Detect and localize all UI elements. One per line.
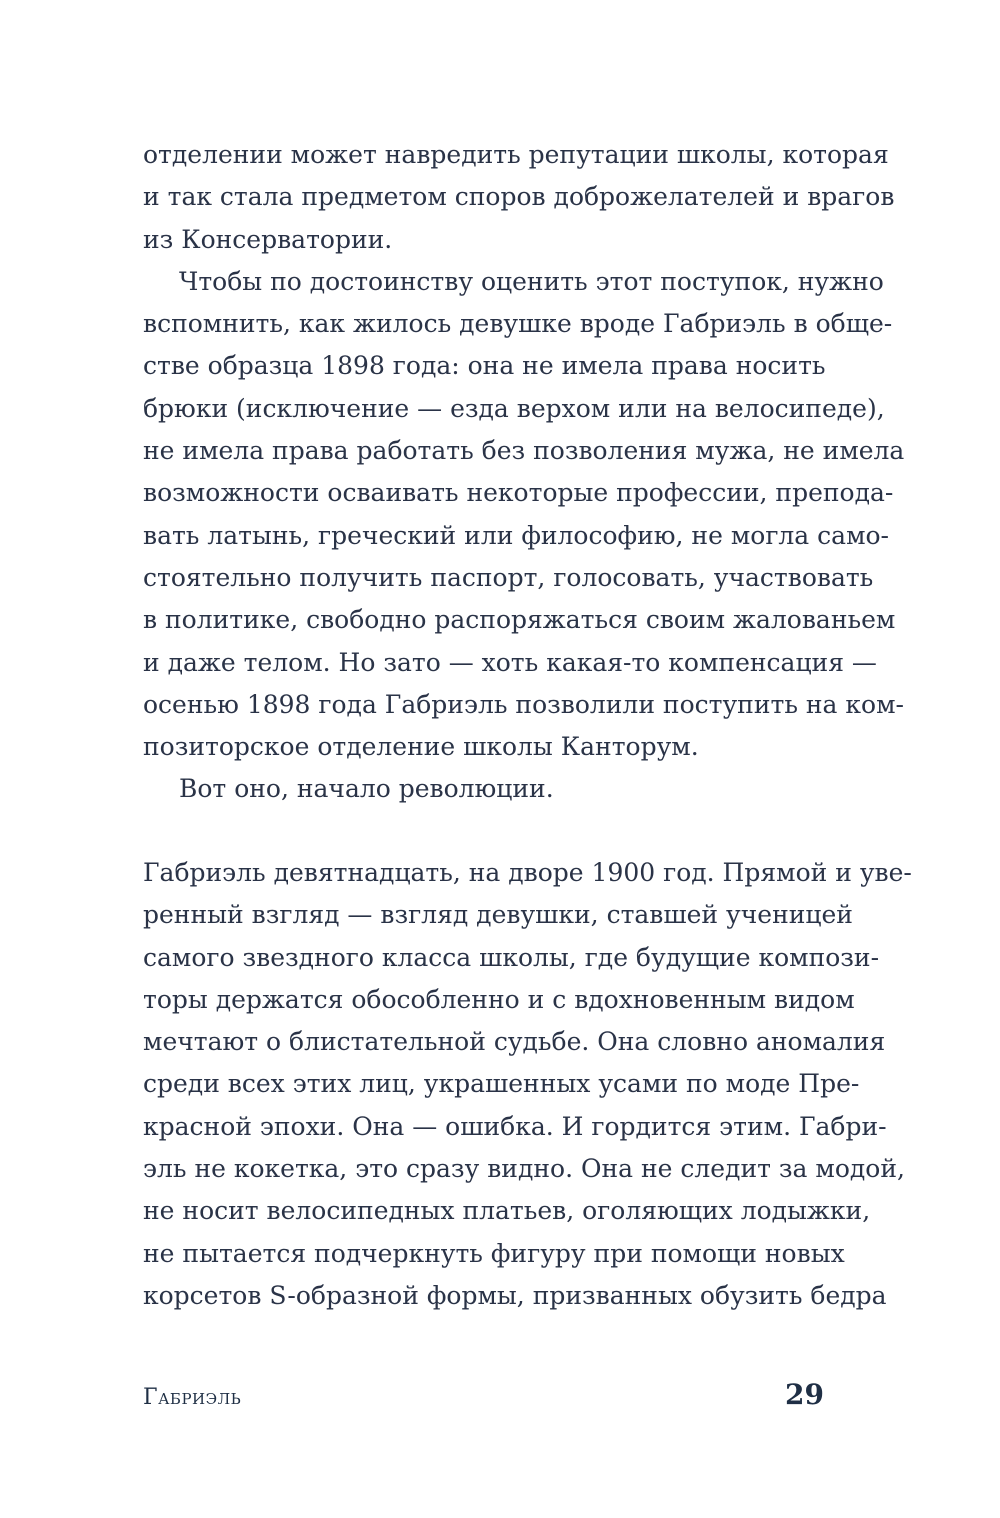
text-line: вать латынь, греческий или философию, не могла само- <box>143 520 890 550</box>
text-line: среди всех этих лиц, украшенных усами по моде Пре- <box>143 1069 860 1099</box>
text-line: корсетов S-образной формы, призванных обузить бедра <box>143 1280 887 1310</box>
text-line: мечтают о блистательной судьбе. Она словно аномалия <box>143 1027 886 1057</box>
text-line: стве образца 1898 года: она не имела права носить <box>143 351 826 381</box>
text-line: Габриэль девятнадцать, на дворе 1900 год. Прямой и уве- <box>143 858 912 887</box>
text-line: позиторское отделение школы Канторум. <box>143 732 699 762</box>
text-line: не пытается подчеркнуть фигуру при помощи новых <box>143 1238 845 1268</box>
text-block-top <box>143 134 905 811</box>
text-line: эль не кокетка, это сразу видно. Она не следит за модой, <box>143 1154 905 1184</box>
page-number: 29 <box>785 1378 824 1411</box>
text-line: Чтобы по достоинству оценить этот поступок, нужно <box>179 266 884 296</box>
text-line: стоятельно получить паспорт, голосовать, участвовать <box>143 562 874 592</box>
text-line: не носит велосипедных платьев, оголяющих лодыжки, <box>143 1196 871 1226</box>
text-line: и так стала предметом споров доброжелателей и врагов <box>143 182 895 212</box>
text-line: в политике, свободно распоряжаться своим жалованьем <box>143 605 896 635</box>
text-line: не имела права работать без позволения мужа, не имела <box>143 436 905 466</box>
text-line: вспомнить, как жилось девушке вроде Габриэль в обще- <box>143 309 893 339</box>
text-line: Вот оно, начало революции. <box>179 774 554 804</box>
text-line: возможности осваивать некоторые профессии, препода- <box>143 478 894 508</box>
text-line: красной эпохи. Она — ошибка. И гордится этим. Габри- <box>143 1111 887 1141</box>
text-line: отделении может навредить репутации школы, которая <box>143 140 889 169</box>
text-line: и даже телом. Но зато — хоть какая-то компенсация — <box>143 647 877 677</box>
text-line: брюки (исключение — езда верхом или на велосипеде), <box>143 393 885 423</box>
text-line: самого звездного класса школы, где будущие компози- <box>143 942 880 972</box>
text-line: торы держатся обособленно и с вдохновенным видом <box>143 984 855 1014</box>
running-footer-title: Габриэль <box>143 1385 242 1410</box>
text-line: из Консерватории. <box>143 224 393 254</box>
text-line: осенью 1898 года Габриэль позволили поступить на ком- <box>143 689 904 719</box>
text-block-bottom <box>143 852 912 1317</box>
text-line: ренный взгляд — взгляд девушки, ставшей ученицей <box>143 900 853 930</box>
